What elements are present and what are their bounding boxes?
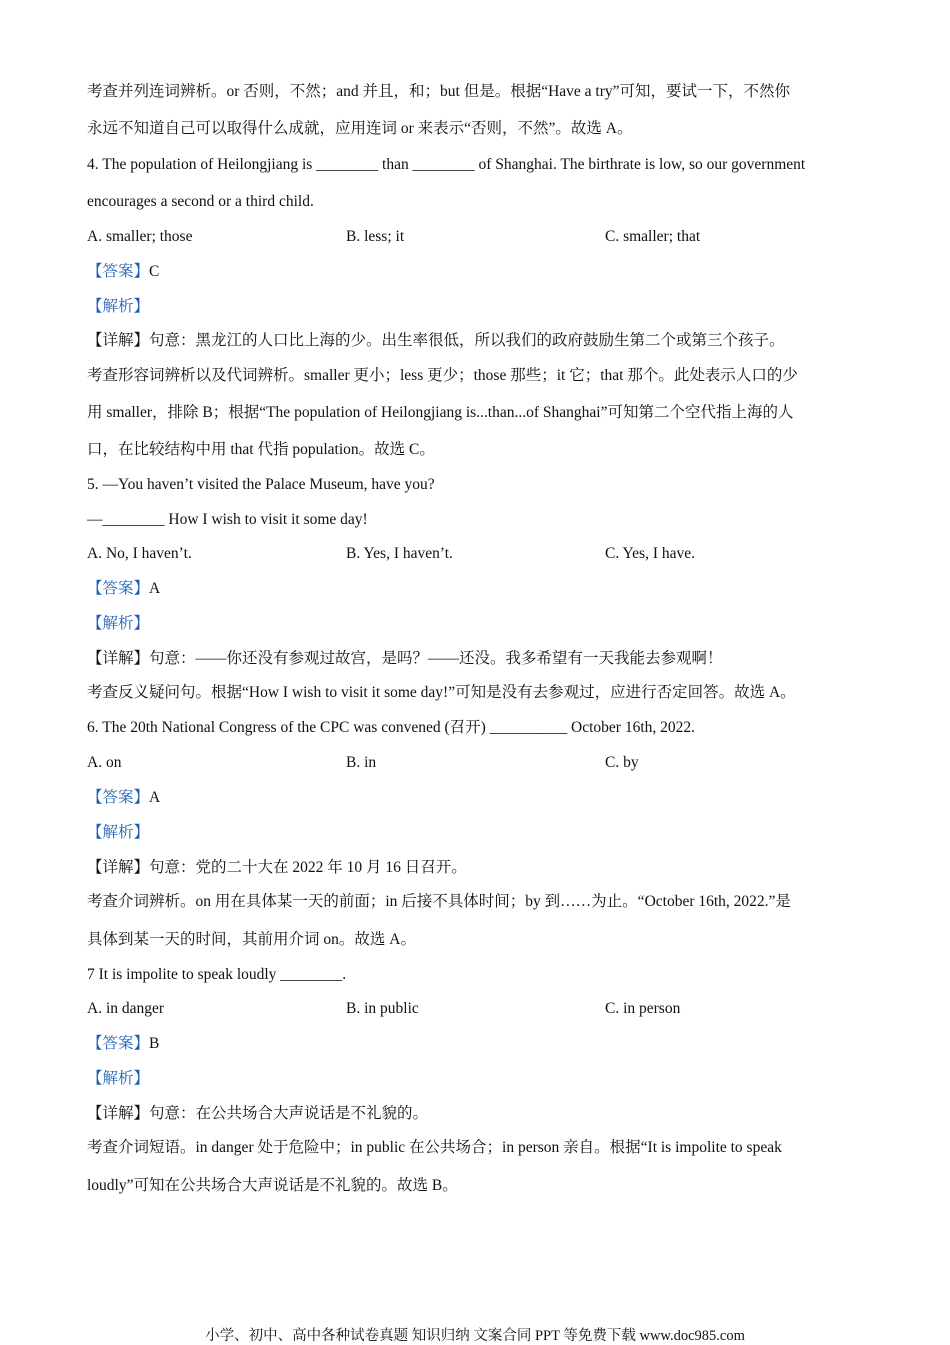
- q4-answer: [87, 262, 867, 282]
- q6-analysis-heading: [87, 823, 867, 843]
- q4-explanation-line-1: 考查形容词辨析以及代词辨析。smaller 更小；less 更少；those 那些；it 它；that 那个。此处表示人口的少: [87, 367, 798, 384]
- q4-option-a: A. smaller; those: [87, 228, 193, 245]
- q4-detail: [87, 331, 867, 351]
- answer-label: 【答案】: [87, 263, 150, 280]
- q7-analysis-heading: [87, 1069, 867, 1089]
- q7-explanation-line-1: 考查介词短语。in danger 处于危险中；in public 在公共场合；in person 亲自。根据“It is impolite to speak: [87, 1139, 782, 1156]
- q7-answer-value: B: [149, 1035, 160, 1052]
- analysis-label: 【解析】: [87, 1070, 150, 1087]
- q6-option-c: C. by: [605, 754, 639, 771]
- q5-stem-line-1: 5. —You haven’t visited the Palace Museum, have you?: [87, 476, 435, 493]
- analysis-label: 【解析】: [87, 298, 150, 315]
- q5-stem-line-2: —________ How I wish to visit it some day!: [87, 511, 368, 528]
- q6-option-a: A. on: [87, 754, 122, 771]
- q4-explanation-line-3: 口，在比较结构中用 that 代指 population。故选 C。: [87, 441, 435, 458]
- q7-stem-line-1: 7 It is impolite to speak loudly ________.: [87, 966, 347, 983]
- answer-label: 【答案】: [87, 1035, 150, 1052]
- q5-option-c: C. Yes, I have.: [605, 545, 695, 562]
- q6-answer-value: A: [149, 789, 161, 806]
- q5-answer-value: A: [149, 580, 161, 597]
- q6-detail: [87, 858, 867, 878]
- analysis-label: 【解析】: [87, 824, 150, 841]
- q7-detail: [87, 1104, 867, 1124]
- q5-answer: [87, 579, 867, 599]
- q4-explanation-line-2: 用 smaller，排除 B；根据“The population of Heilongjiang is...than...of Shanghai”可知第二个空代指上海的人: [87, 404, 794, 421]
- q4-detail-text: 句意：黑龙江的人口比上海的少。出生率很低，所以我们的政府鼓励生第二个或第三个孩子。: [149, 332, 785, 349]
- q4-analysis-heading: [87, 297, 867, 317]
- q5-option-b: B. Yes, I haven’t.: [346, 545, 453, 562]
- q6-explanation-line-2: 具体到某一天的时间，其前用介词 on。故选 A。: [87, 931, 416, 948]
- q6-detail-text: 句意：党的二十大在 2022 年 10 月 16 日召开。: [149, 859, 467, 876]
- detail-label: 【详解】: [87, 332, 150, 349]
- detail-label: 【详解】: [87, 859, 150, 876]
- q7-answer: [87, 1034, 867, 1054]
- q6-answer: [87, 788, 867, 808]
- q7-detail-text: 句意：在公共场合大声说话是不礼貌的。: [149, 1105, 429, 1122]
- q6-explanation-line-1: 考查介词辨析。on 用在具体某一天的前面；in 后接不具体时间；by 到……为止。“October 16th, 2022.”是: [87, 893, 791, 910]
- q5-analysis-heading: [87, 614, 867, 634]
- q7-option-b: B. in public: [346, 1000, 419, 1017]
- detail-label: 【详解】: [87, 1105, 150, 1122]
- analysis-label: 【解析】: [87, 615, 150, 632]
- page-footer: 小学、初中、高中各种试卷真题 知识归纳 文案合同 PPT 等免费下载 www.doc985.com: [205, 1328, 745, 1344]
- q6-stem-line-1: 6. The 20th National Congress of the CPC was convened (召开) __________ October 16th, 2022.: [87, 719, 696, 736]
- answer-label: 【答案】: [87, 580, 150, 597]
- q3-analysis-line-1: 考查并列连词辨析。or 否则，不然；and 并且，和；but 但是。根据“Have a try”可知，要试一下，不然你: [87, 83, 791, 100]
- q4-option-c: C. smaller; that: [605, 228, 701, 245]
- q4-answer-value: C: [149, 263, 160, 280]
- q5-detail-text: 句意：——你还没有参观过故宫，是吗？——还没。我多希望有一天我能去参观啊！: [149, 650, 723, 667]
- answer-label: 【答案】: [87, 789, 150, 806]
- q5-detail: [87, 649, 867, 669]
- q6-option-b: B. in: [346, 754, 377, 771]
- q4-stem-line-2: encourages a second or a third child.: [87, 193, 314, 210]
- q4-stem-line-1: 4. The population of Heilongjiang is ________ than ________ of Shanghai. The birthrate is low, so our government: [87, 156, 806, 173]
- q3-analysis-line-2: 永远不知道自己可以取得什么成就，应用连词 or 来表示“否则，不然”。故选 A。: [87, 120, 633, 137]
- q7-option-a: A. in danger: [87, 1000, 165, 1017]
- q5-explanation-line-1: 考查反义疑问句。根据“How I wish to visit it some day!”可知是没有去参观过，应进行否定回答。故选 A。: [87, 684, 796, 701]
- q4-option-b: B. less; it: [346, 228, 405, 245]
- detail-label: 【详解】: [87, 650, 150, 667]
- q5-option-a: A. No, I haven’t.: [87, 545, 192, 562]
- q7-explanation-line-2: loudly”可知在公共场合大声说话是不礼貌的。故选 B。: [87, 1177, 458, 1194]
- q7-option-c: C. in person: [605, 1000, 681, 1017]
